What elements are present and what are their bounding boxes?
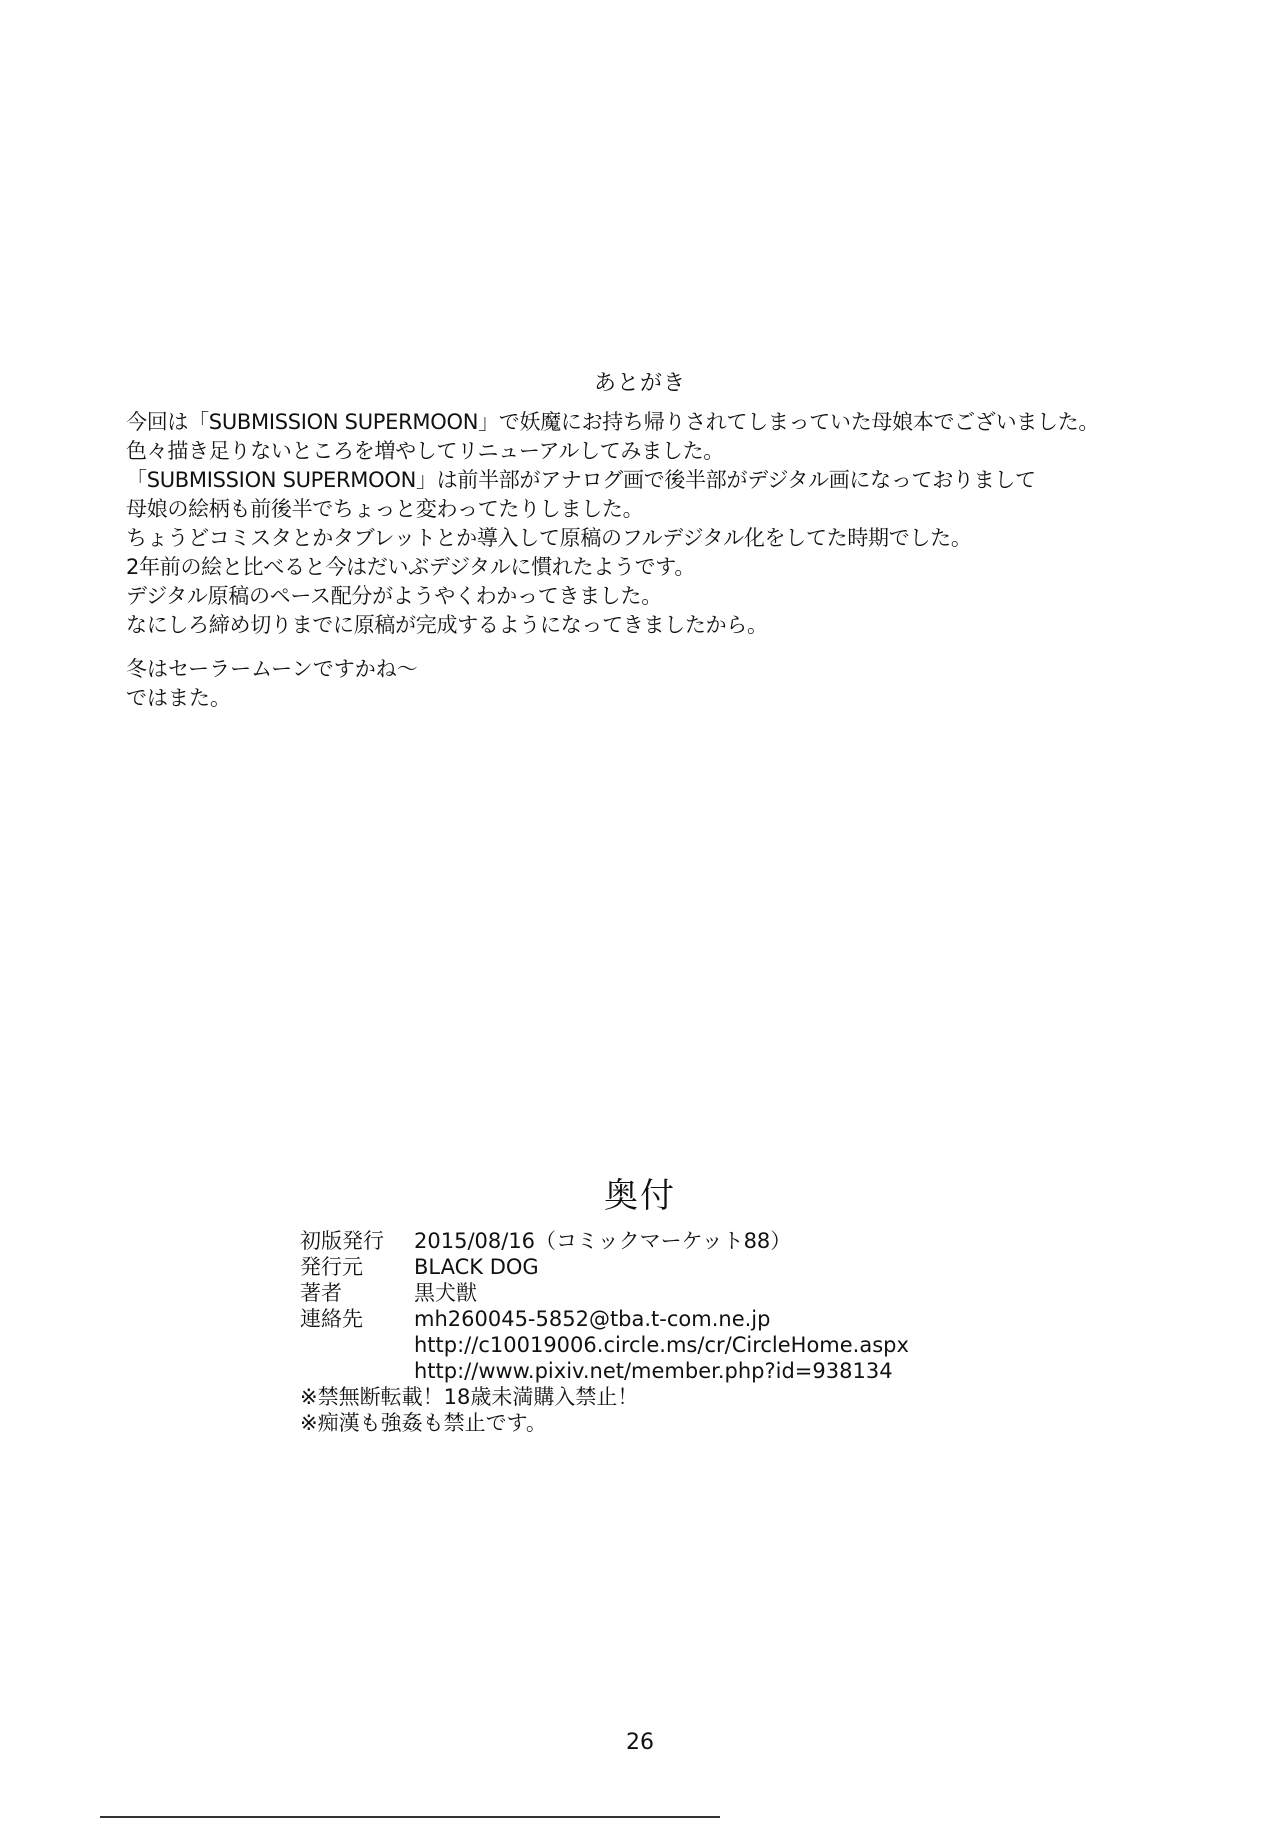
- afterword-title: あとがき: [593, 371, 686, 396]
- publisher-value: BLACK DOG: [414, 1255, 539, 1279]
- afterword-line: 色々描き足りないところを増やしてリニューアルしてみました。: [126, 439, 724, 463]
- publisher-label: 発行元: [300, 1255, 363, 1279]
- afterword-body: [126, 408, 1186, 640]
- page-number: 26: [626, 1730, 654, 1755]
- colophon-table: [300, 1228, 1060, 1436]
- afterword-line: 「SUBMISSION SUPERMOON」は前半部がアナログ画で後半部がデジタル画になっておりまして: [126, 468, 1036, 492]
- author-value: 黒犬獣: [414, 1281, 477, 1305]
- colophon-row-first-edition: [300, 1228, 1060, 1254]
- colophon-title: 奥付: [604, 1176, 676, 1216]
- author-label: 著者: [300, 1281, 342, 1305]
- colophon-row-publisher: [300, 1254, 1060, 1280]
- closing-line: ではまた。: [126, 686, 231, 710]
- colophon-row-contact: [300, 1306, 1060, 1384]
- colophon-row-author: [300, 1280, 1060, 1306]
- afterword-line: なにしろ締め切りまでに原稿が完成するようになってきましたから。: [126, 613, 768, 637]
- contact-url-pixiv: http://www.pixiv.net/member.php?id=938134: [414, 1359, 893, 1383]
- notice-line: ※禁無断転載！18歳未満購入禁止！: [300, 1385, 639, 1409]
- afterword-closing: [126, 655, 726, 713]
- first-edition-label: 初版発行: [300, 1229, 384, 1253]
- contact-email: mh260045-5852@tba.t-com.ne.jp: [414, 1307, 771, 1331]
- first-edition-value: 2015/08/16（コミックマーケット88）: [414, 1229, 792, 1253]
- contact-url-circle: http://c10019006.circle.ms/cr/CircleHome.aspx: [414, 1333, 909, 1357]
- afterword-line: ちょうどコミスタとかタブレットとか導入して原稿のフルデジタル化をしてた時期でした。: [126, 526, 972, 550]
- colophon-notices: [300, 1384, 1060, 1436]
- afterword-line: 2年前の絵と比べると今はだいぶデジタルに慣れたようです。: [126, 555, 696, 579]
- scan-edge-line: [100, 1816, 720, 1818]
- contact-values: [414, 1306, 1060, 1384]
- notice-line: ※痴漢も強姦も禁止です。: [300, 1411, 547, 1435]
- afterword-line: デジタル原稿のペース配分がようやくわかってきました。: [126, 584, 662, 608]
- contact-label: 連絡先: [300, 1307, 363, 1331]
- afterword-line: 母娘の絵柄も前後半でちょっと変わってたりしました。: [126, 497, 644, 521]
- closing-line: 冬はセーラームーンですかね～: [126, 657, 418, 681]
- afterword-line: 今回は「SUBMISSION SUPERMOON」で妖魔にお持ち帰りされてしまっていた母娘本でございました。: [126, 410, 1100, 434]
